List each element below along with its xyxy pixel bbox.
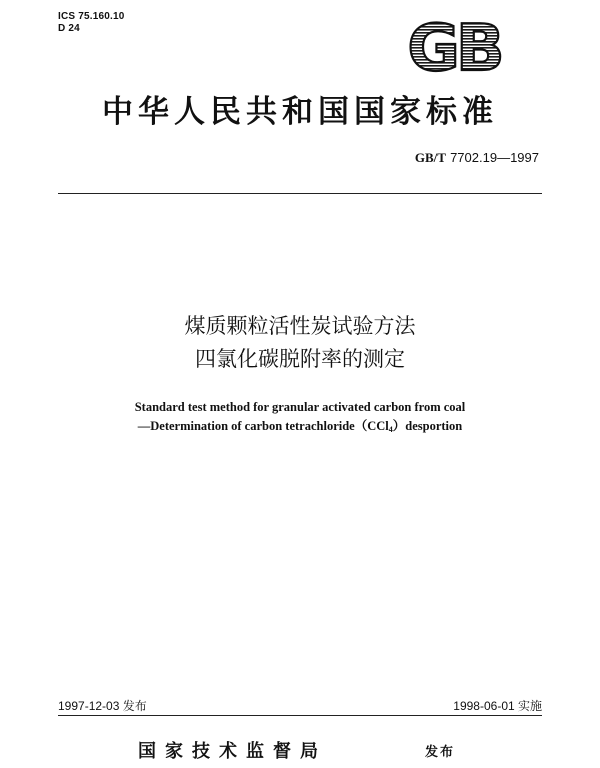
ics-code: ICS 75.160.10 bbox=[58, 11, 125, 22]
formula-subscript: 4 bbox=[388, 425, 393, 434]
chinese-title-line-2: 四氯化碳脱附率的测定 bbox=[195, 347, 405, 371]
bottom-divider bbox=[58, 715, 542, 716]
standard-prefix: GB/T bbox=[414, 150, 446, 165]
classification-codes bbox=[58, 11, 125, 35]
chinese-title-line-1: 煤质颗粒活性炭试验方法 bbox=[184, 314, 416, 338]
gb-logo bbox=[396, 14, 512, 76]
english-title-line-2 bbox=[0, 418, 600, 438]
publisher-name: 国家技术监督局 bbox=[138, 741, 327, 762]
publish-label: 发布 bbox=[425, 745, 456, 760]
standard-code: 7702.19—1997 bbox=[450, 150, 539, 165]
top-divider bbox=[58, 193, 542, 194]
gb-logo-text: GB bbox=[407, 14, 501, 76]
standard-number bbox=[415, 150, 539, 166]
issue-date: 1997-12-03 发布 bbox=[58, 699, 147, 713]
national-standard-title: 中华人民共和国国家标准 bbox=[102, 94, 498, 130]
effective-date: 1998-06-01 实施 bbox=[453, 699, 542, 713]
ccs-code: D 24 bbox=[58, 23, 80, 34]
english-title-line-1: Standard test method for granular activated carbon from coal bbox=[134, 400, 466, 414]
english-title-line-2-end: ）desportion bbox=[392, 419, 463, 433]
english-title-line-2-main: —Determination of carbon tetrachloride（CCl bbox=[137, 419, 389, 433]
